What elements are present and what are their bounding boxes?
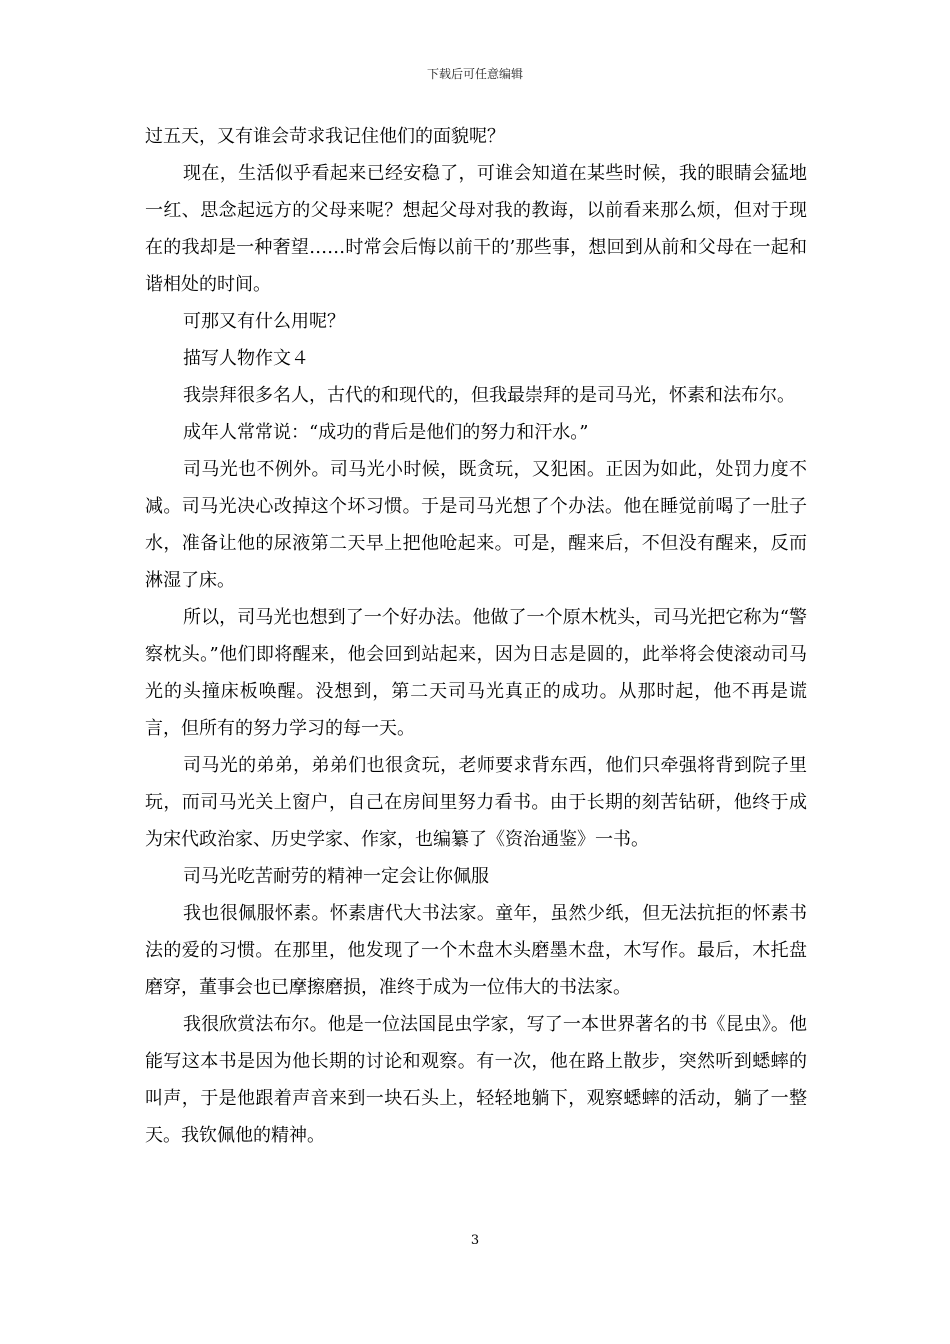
page-number: 3	[470, 1233, 480, 1248]
document-body	[145, 118, 807, 1154]
paragraph-11: 我也很佩服怀素。怀素唐代大书法家。童年，虽然少纸，但无法抗拒的怀素书法的爱的习惯。在那里，他发现了一个木盘木头磨墨木盘，木写作。最后，木托盘磨穿，董事会也已摩擦磨损，准终于成为一位伟大的书法家。	[145, 903, 807, 998]
paragraph-7: 司马光也不例外。司马光小时候，既贪玩，又犯困。正因为如此，处罚力度不减。司马光决心改掉这个坏习惯。于是司马光想了个办法。他在睡觉前喝了一肚子水，准备让他的尿液第二天早上把他呛起来。可是，醒来后，不但没有醒来，反而淋湿了床。	[145, 459, 807, 591]
paragraph-10: 司马光吃苦耐劳的精神一定会让你佩服	[183, 866, 489, 887]
paragraph-1: 过五天，又有谁会苛求我记住他们的面貌呢？	[145, 126, 505, 147]
paragraph-5: 我崇拜很多名人，古代的和现代的，但我最崇拜的是司马光，怀素和法布尔。	[183, 385, 795, 406]
paragraph-3: 可那又有什么用呢？	[183, 311, 345, 332]
page-header: 下载后可任意编辑	[426, 67, 523, 81]
paragraph-2: 现在，生活似乎看起来已经安稳了，可谁会知道在某些时候，我的眼睛会猛地一红、思念起远方的父母来呢？想起父母对我的教诲，以前看来那么烦，但对于现在的我却是一种奢望……时常会后悔以前干的’那些事，想回到从前和父母在一起和谐相处的时间。	[145, 163, 807, 295]
paragraph-9: 司马光的弟弟，弟弟们也很贪玩，老师要求背东西，他们只牵强将背到院子里玩，而司马光关上窗户，自己在房间里努力看书。由于长期的刻苦钻研，他终于成为宋代政治家、历史学家、作家，也编纂了《资治通鉴》一书。	[145, 755, 807, 850]
paragraph-8: 所以，司马光也想到了一个好办法。他做了一个原木枕头，司马光把它称为“警察枕头。”他们即将醒来，他会回到站起来，因为日志是圆的，此举将会使滚动司马光的头撞床板唤醒。没想到，第二天司马光真正的成功。从那时起，他不再是谎言，但所有的努力学习的每一天。	[145, 607, 807, 739]
section-title: 描写人物作文４	[183, 348, 309, 369]
paragraph-12: 我很欣赏法布尔。他是一位法国昆虫学家，写了一本世界著名的书《昆虫》。他能写这本书是因为他长期的讨论和观察。有一次，他在路上散步，突然听到蟋蟀的叫声，于是他跟着声音来到一块石头上，轻轻地躺下，观察蟋蟀的活动，躺了一整天。我钦佩他的精神。	[145, 1014, 807, 1146]
paragraph-6: 成年人常常说：“成功的背后是他们的努力和汗水。”	[183, 422, 589, 443]
